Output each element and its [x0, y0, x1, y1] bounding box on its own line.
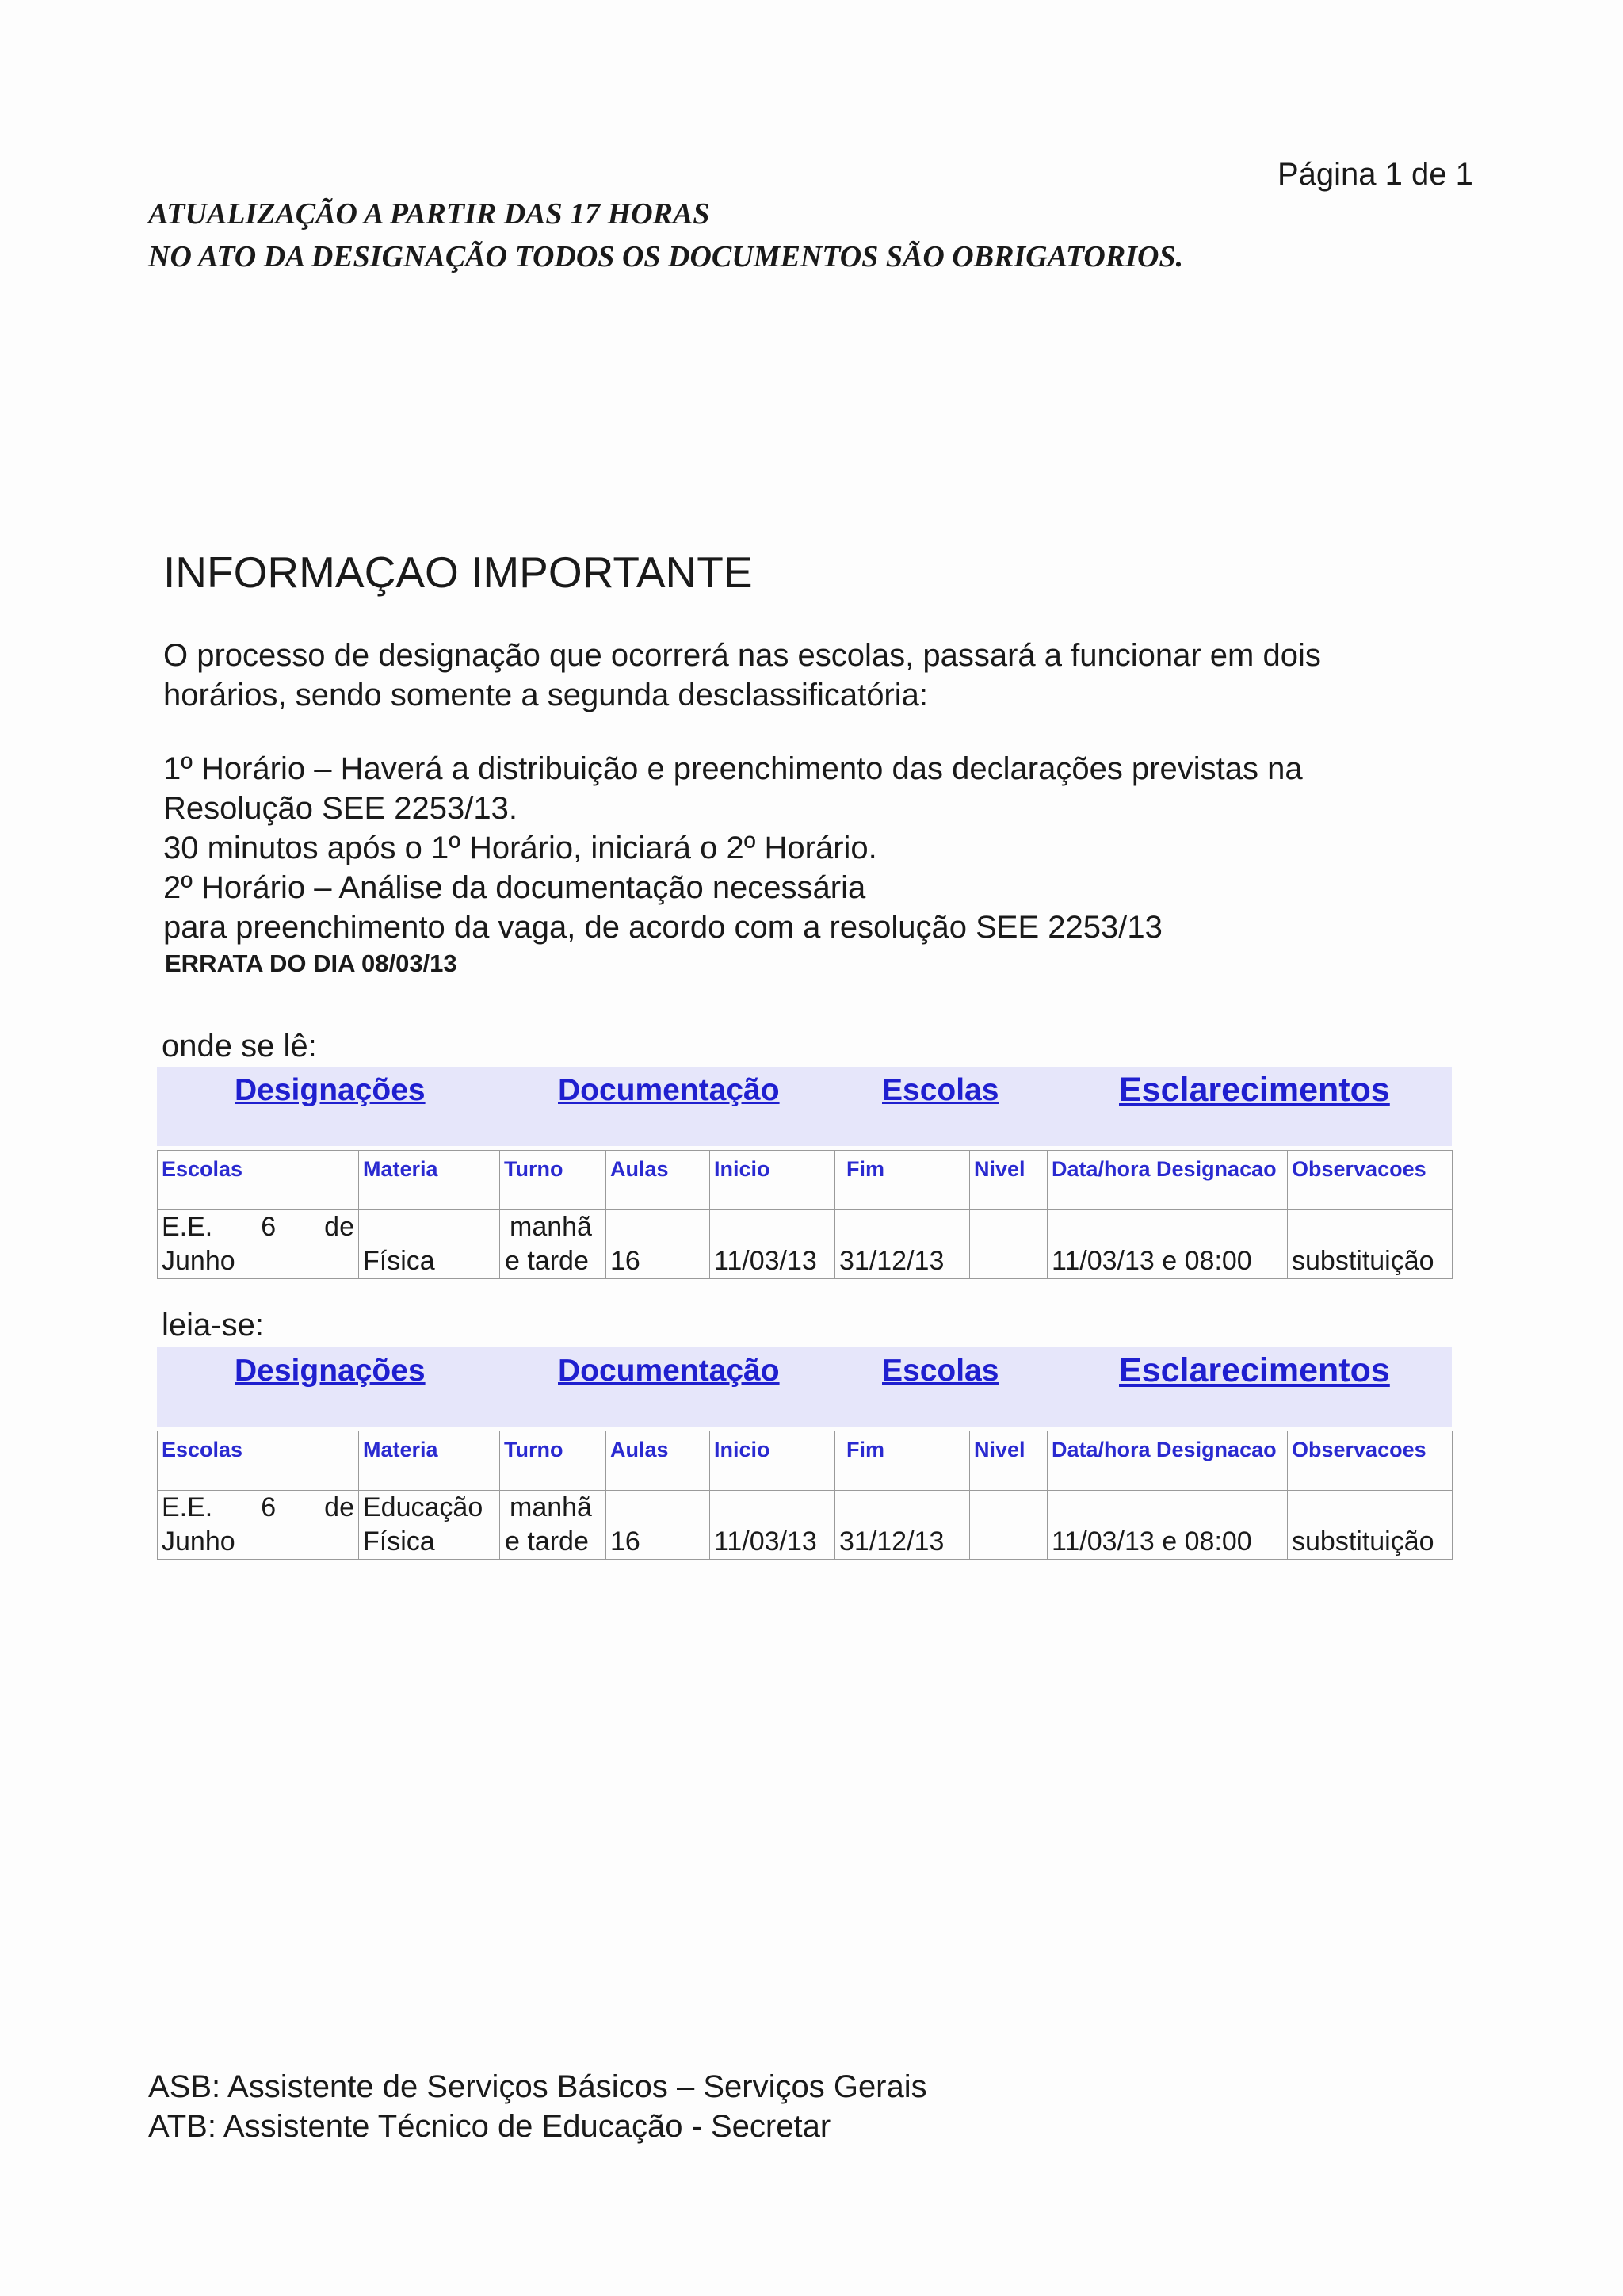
leia-se-label: leia-se:: [162, 1308, 264, 1343]
column-header: Materia: [359, 1151, 500, 1210]
documents-notice: NO ATO DA DESIGNAÇÃO TODOS OS DOCUMENTOS SÃO OBRIGATORIOS.: [148, 240, 1184, 273]
escola-line: Junho: [162, 1526, 235, 1557]
info-title: INFORMAÇAO IMPORTANTE: [163, 548, 753, 597]
errata-heading: ERRATA DO DIA 08/03/13: [165, 949, 457, 977]
column-header: Inicio: [710, 1431, 835, 1491]
info-paragraph-1: [163, 636, 1321, 715]
turno-line: manhã: [510, 1212, 592, 1242]
cell-materia: [359, 1210, 500, 1279]
cell-observacoes: substituição: [1288, 1210, 1453, 1279]
escola-word: 6: [261, 1492, 277, 1522]
materia-line: Física: [363, 1526, 435, 1557]
column-header: Data/hora Designacao: [1048, 1151, 1288, 1210]
column-header: Inicio: [710, 1151, 835, 1210]
onde-se-le-label: onde se lê:: [162, 1029, 317, 1064]
footer-asb: ASB: Assistente de Serviços Básicos – Serviços Gerais: [148, 2069, 927, 2104]
text-line: Resolução SEE 2253/13.: [163, 791, 517, 826]
escola-word: E.E.: [162, 1492, 213, 1522]
column-header: Escolas: [158, 1151, 359, 1210]
cell-escola: [158, 1210, 359, 1279]
escola-line: Junho: [162, 1246, 235, 1276]
column-header: Turno: [500, 1151, 606, 1210]
nav-bar: [157, 1067, 1452, 1146]
nav-link-documentacao[interactable]: Documentação: [558, 1354, 780, 1388]
nav-link-designacoes[interactable]: Designações: [235, 1073, 426, 1107]
turno-line: manhã: [510, 1492, 592, 1522]
turno-line: e tarde: [505, 1526, 589, 1557]
column-header: Observacoes: [1288, 1151, 1453, 1210]
text-line: horários, sendo somente a segunda desclassificatória:: [163, 678, 928, 712]
cell-materia: [359, 1491, 500, 1560]
escola-word: de: [324, 1212, 354, 1242]
cell-nivel: [970, 1210, 1048, 1279]
escola-word: E.E.: [162, 1212, 213, 1242]
escola-word: de: [324, 1492, 354, 1522]
column-header: Nivel: [970, 1151, 1048, 1210]
nav-link-designacoes[interactable]: Designações: [235, 1354, 426, 1388]
nav-link-esclarecimentos[interactable]: Esclarecimentos: [1119, 1351, 1390, 1389]
cell-nivel: [970, 1491, 1048, 1560]
table-row: [158, 1210, 1453, 1279]
cell-aulas: 16: [606, 1491, 710, 1560]
column-header: Data/hora Designacao: [1048, 1431, 1288, 1491]
update-notice: ATUALIZAÇÃO A PARTIR DAS 17 HORAS: [148, 197, 710, 231]
nav-link-escolas[interactable]: Escolas: [882, 1073, 999, 1107]
designation-table-corrected: [157, 1431, 1453, 1560]
designation-table-original: [157, 1150, 1453, 1279]
cell-observacoes: substituição: [1288, 1491, 1453, 1560]
cell-escola: [158, 1491, 359, 1560]
text-line: O processo de designação que ocorrerá nas escolas, passará a funcionar em dois: [163, 638, 1321, 673]
cell-aulas: 16: [606, 1210, 710, 1279]
text-line: para preenchimento da vaga, de acordo com a resolução SEE 2253/13: [163, 910, 1163, 945]
nav-bar: [157, 1347, 1452, 1427]
nav-link-esclarecimentos[interactable]: Esclarecimentos: [1119, 1071, 1390, 1109]
column-header: Fim: [835, 1151, 970, 1210]
cell-fim: 31/12/13: [835, 1491, 970, 1560]
nav-link-documentacao[interactable]: Documentação: [558, 1073, 780, 1107]
cell-turno: [500, 1491, 606, 1560]
column-header: Materia: [359, 1431, 500, 1491]
column-header: Turno: [500, 1431, 606, 1491]
table-header-row: [158, 1431, 1453, 1491]
column-header: Escolas: [158, 1431, 359, 1491]
text-line: 2º Horário – Análise da documentação necessária: [163, 870, 866, 905]
nav-link-escolas[interactable]: Escolas: [882, 1354, 999, 1388]
column-header: Aulas: [606, 1151, 710, 1210]
column-header: Observacoes: [1288, 1431, 1453, 1491]
cell-turno: [500, 1210, 606, 1279]
column-header: Nivel: [970, 1431, 1048, 1491]
cell-inicio: 11/03/13: [710, 1491, 835, 1560]
materia-line: Física: [363, 1246, 435, 1276]
text-line: 30 minutos após o 1º Horário, iniciará o 2º Horário.: [163, 831, 877, 865]
cell-inicio: 11/03/13: [710, 1210, 835, 1279]
cell-data-hora: 11/03/13 e 08:00: [1048, 1210, 1288, 1279]
escola-word: 6: [261, 1212, 277, 1242]
column-header: Aulas: [606, 1431, 710, 1491]
cell-fim: 31/12/13: [835, 1210, 970, 1279]
cell-data-hora: 11/03/13 e 08:00: [1048, 1491, 1288, 1560]
column-header: Fim: [835, 1431, 970, 1491]
table-header-row: [158, 1151, 1453, 1210]
materia-line: Educação: [363, 1492, 483, 1522]
footer-atb: ATB: Assistente Técnico de Educação - Secretar: [148, 2109, 831, 2144]
turno-line: e tarde: [505, 1246, 589, 1276]
text-line: 1º Horário – Haverá a distribuição e preenchimento das declarações previstas na: [163, 751, 1303, 786]
info-paragraph-2: [163, 749, 1303, 947]
page-number: Página 1 de 1: [1277, 157, 1473, 192]
table-row: [158, 1491, 1453, 1560]
